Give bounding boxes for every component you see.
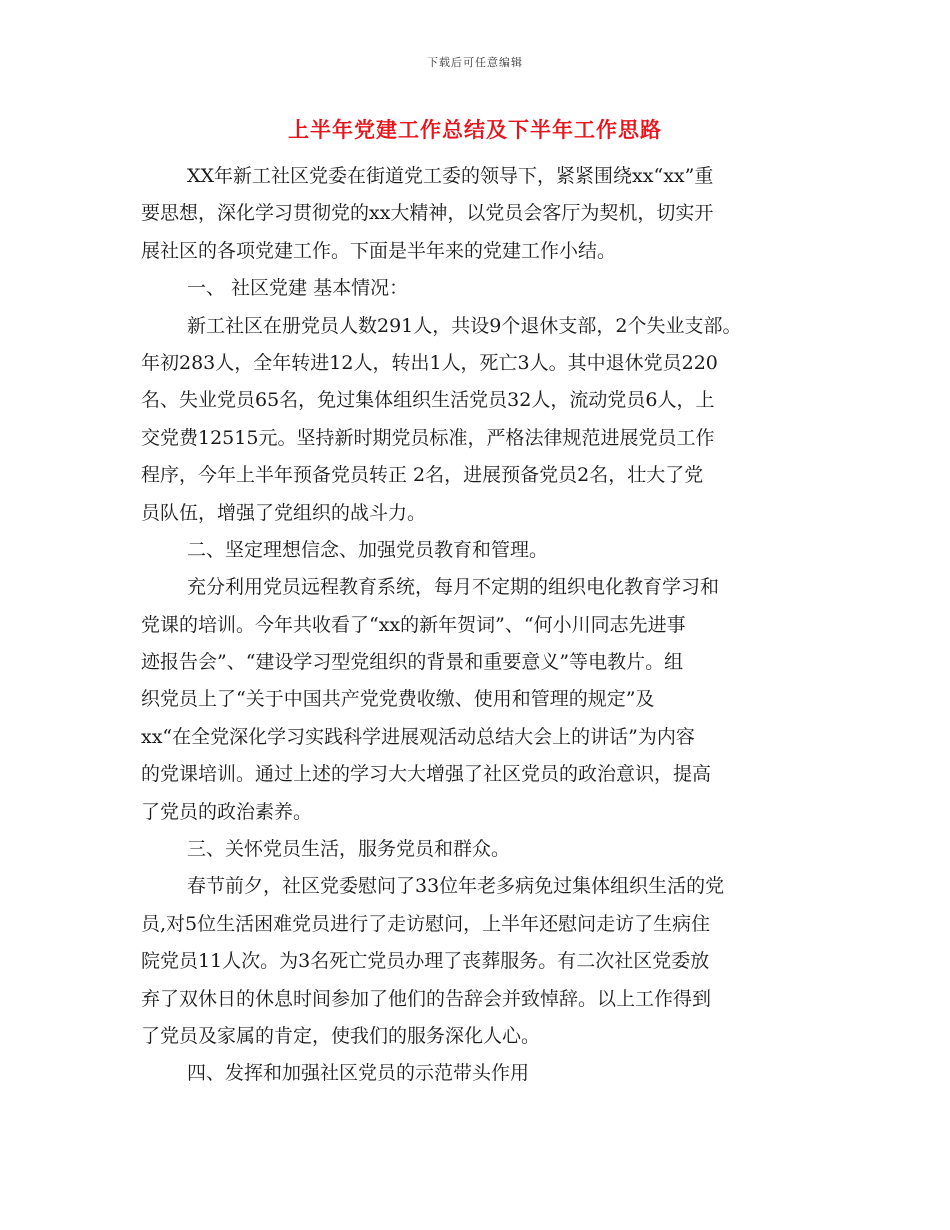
text-line: 了党员及家属的肯定，使我们的服务深化人心。	[141, 1024, 541, 1047]
text-line: 员,对5位生活困难党员进行了走访慰问，上半年还慰问走访了生病住	[141, 912, 711, 935]
text-line: 名、失业党员65名，免过集体组织生活党员32人，流动党员6人，上	[141, 389, 715, 412]
text-line: 迹报告会”、“建设学习型党组织的背景和重要意义”等电教片。组	[141, 651, 684, 674]
text-line: 春节前夕，社区党委慰问了33位年老多病免过集体组织生活的党	[187, 875, 725, 898]
text-line: 年初283人，全年转进12人，转出1人，死亡3人。其中退休党员220	[141, 351, 718, 374]
text-line: 新工社区在册党员人数291人，共设9个退休支部，2个失业支部。	[187, 314, 742, 337]
text-line: 程序，今年上半年预备党员转正 2名，进展预备党员2名，壮大了党	[141, 464, 704, 487]
text-line: 织党员上了“关于中国共产党党费收缴、使用和管理的规定”及	[141, 688, 655, 711]
text-line: 弃了双休日的休息时间参加了他们的告辞会并致悼辞。以上工作得到	[141, 987, 712, 1010]
text-line: 三、关怀党员生活，服务党员和群众。	[187, 838, 511, 861]
text-line: 党课的培训。今年共收看了“xx的新年贺词”、“何小川同志先进事	[141, 613, 686, 636]
text-line: 员队伍，增强了党组织的战斗力。	[141, 501, 427, 524]
text-line: 的党课培训。通过上述的学习大大增强了社区党员的政治意识，提高	[141, 763, 712, 786]
document-body	[141, 158, 809, 1093]
text-line: 院党员11人次。为3名死亡党员办理了丧葬服务。有二次社区党委放	[141, 950, 710, 973]
text-line: 了党员的政治素养。	[141, 800, 313, 823]
text-line: XX年新工社区党委在街道党工委的领导下，紧紧围绕xx“xx”重	[187, 165, 714, 187]
text-line: 充分利用党员远程教育系统，每月不定期的组织电化教育学习和	[187, 576, 720, 599]
text-line: xx“在全党深化学习实践科学进展观活动总结大会上的讲话”为内容	[141, 725, 695, 748]
text-line: 交党费12515元。坚持新时期党员标准，严格法律规范进展党员工作	[141, 426, 715, 449]
header-note: 下载后可任意编辑	[427, 56, 523, 69]
text-line: 一、 社区党建 基本情况：	[187, 277, 409, 300]
text-line: 二、坚定理想信念、加强党员教育和管理。	[187, 538, 549, 561]
text-line: 要思想，深化学习贯彻党的xx大精神，以党员会客厅为契机，切实开	[141, 202, 714, 225]
text-line: 四、发挥和加强社区党员的示范带头作用	[187, 1062, 530, 1085]
document-title: 上半年党建工作总结及下半年工作思路	[288, 117, 662, 142]
text-line: 展社区的各项党建工作。下面是半年来的党建工作小结。	[141, 239, 617, 262]
